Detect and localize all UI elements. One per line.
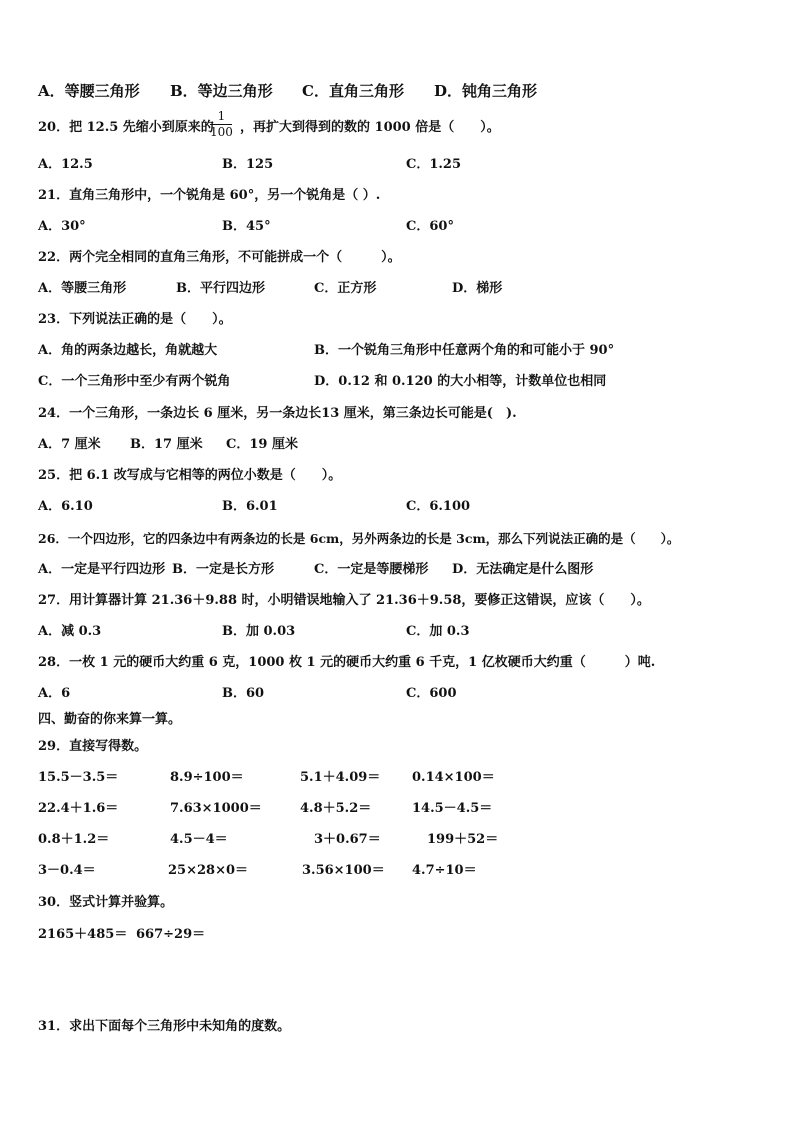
section-heading: 四、勤奋的你来算一算。 [38, 712, 182, 727]
q22-option-b: B．平行四边形 [176, 281, 265, 296]
q20-fraction-numerator: 1 [217, 109, 226, 123]
q28-stem: 28．一枚 1 元的硬币大约重 6 克，1000 枚 1 元的硬币大约重 6 千克，1 亿枚硬币大约重（ ）吨. [38, 655, 656, 670]
q24-option-b: B．17 厘米 [130, 437, 203, 452]
q29-item: 14.5－4.5＝ [412, 801, 493, 816]
q31-stem: 31．求出下面每个三角形中未知角的度数。 [38, 1019, 291, 1034]
q19-option-b: B．等边三角形 [170, 82, 273, 100]
q30-stem: 30．竖式计算并验算。 [38, 895, 174, 910]
q30-item-a: 2165＋485＝ [38, 927, 128, 942]
q29-item: 3.56×100＝ [302, 863, 385, 878]
q21-option-b: B．45° [222, 219, 271, 234]
q22-option-c: C．正方形 [314, 281, 377, 296]
q26-option-d: D．无法确定是什么图形 [452, 562, 594, 577]
q29-item: 15.5－3.5＝ [38, 770, 119, 785]
q19-option-d: D．钝角三角形 [434, 82, 538, 100]
q29-item: 4.7÷10＝ [412, 863, 477, 878]
q28-option-c: C．600 [406, 686, 457, 701]
q26-option-c: C．一定是等腰梯形 [314, 562, 429, 577]
q22-stem: 22．两个完全相同的直角三角形，不可能拼成一个（ ）。 [38, 250, 401, 265]
q27-option-c: C．加 0.3 [406, 624, 470, 639]
q29-item: 3＋0.67＝ [314, 832, 381, 847]
q29-item: 7.63×1000＝ [170, 801, 262, 816]
q23-option-d: D．0.12 和 0.120 的大小相等，计数单位也相同 [314, 374, 607, 389]
q24-option-a: A．7 厘米 [38, 437, 101, 452]
q29-stem: 29．直接写得数。 [38, 739, 148, 754]
q28-option-b: B．60 [222, 686, 265, 701]
q25-option-c: C．6.100 [406, 499, 471, 514]
q21-option-c: C．60° [406, 219, 454, 234]
q20-option-b: B．125 [222, 157, 274, 172]
q19-option-c: C．直角三角形 [302, 82, 404, 100]
q27-stem: 27．用计算器计算 21.36＋9.88 时，小明错误地输入了 21.36＋9.58，要修正这错误，应该（ ）。 [38, 593, 650, 608]
q29-item: 25×28×0＝ [168, 863, 249, 878]
q25-stem: 25．把 6.1 改写成与它相等的两位小数是（ ）。 [38, 468, 342, 483]
q23-option-b: B．一个锐角三角形中任意两个角的和可能小于 90° [314, 343, 615, 358]
q20-stem-suffix: ，再扩大到得到的数的 1000 倍是（ ）。 [240, 120, 500, 135]
q26-stem: 26．一个四边形，它的四条边中有两条边的长是 6cm，另外两条边的长是 3cm，那么下列说法正确的是（ ）。 [38, 531, 680, 546]
q22-option-d: D．梯形 [452, 281, 503, 296]
q20-option-c: C．1.25 [406, 157, 462, 172]
q29-item: 0.14×100＝ [412, 770, 495, 785]
q29-item: 199＋52＝ [427, 832, 499, 847]
q27-option-b: B．加 0.03 [222, 624, 296, 639]
q25-option-b: B．6.01 [222, 499, 278, 514]
q29-item: 0.8＋1.2＝ [38, 832, 110, 847]
q25-option-a: A．6.10 [38, 499, 93, 514]
q29-item: 22.4＋1.6＝ [38, 801, 119, 816]
q24-stem: 24．一个三角形，一条边长 6 厘米，另一条边长13 厘米，第三条边长可能是( ). [38, 406, 517, 421]
q28-option-a: A．6 [38, 686, 71, 701]
q26-option-b: B．一定是长方形 [172, 562, 274, 577]
q21-stem: 21．直角三角形中，一个锐角是 60°，另一个锐角是（ ）. [38, 188, 381, 203]
q29-item: 4.8＋5.2＝ [300, 801, 372, 816]
q20-option-a: A．12.5 [38, 157, 93, 172]
q29-item: 4.5－4＝ [170, 832, 228, 847]
q24-option-c: C．19 厘米 [226, 437, 298, 452]
q29-item: 3－0.4＝ [38, 863, 96, 878]
q21-option-a: A．30° [38, 219, 86, 234]
q26-option-a: A．一定是平行四边形 [38, 562, 166, 577]
q29-item: 8.9÷100＝ [170, 770, 244, 785]
q29-item: 5.1＋4.09＝ [300, 770, 381, 785]
q27-option-a: A．减 0.3 [38, 624, 102, 639]
q23-option-c: C．一个三角形中至少有两个锐角 [38, 374, 231, 389]
q22-option-a: A．等腰三角形 [38, 281, 127, 296]
q20-fraction [210, 110, 233, 139]
q30-item-b: 667÷29＝ [136, 927, 206, 942]
q23-option-a: A．角的两条边越长，角就越大 [38, 343, 218, 358]
q19-option-a: A．等腰三角形 [38, 82, 140, 100]
q20-stem-prefix: 20．把 12.5 先缩小到原来的 [38, 120, 214, 135]
q20-fraction-denominator: 100 [210, 125, 233, 139]
q23-stem: 23．下列说法正确的是（ ）。 [38, 312, 232, 327]
